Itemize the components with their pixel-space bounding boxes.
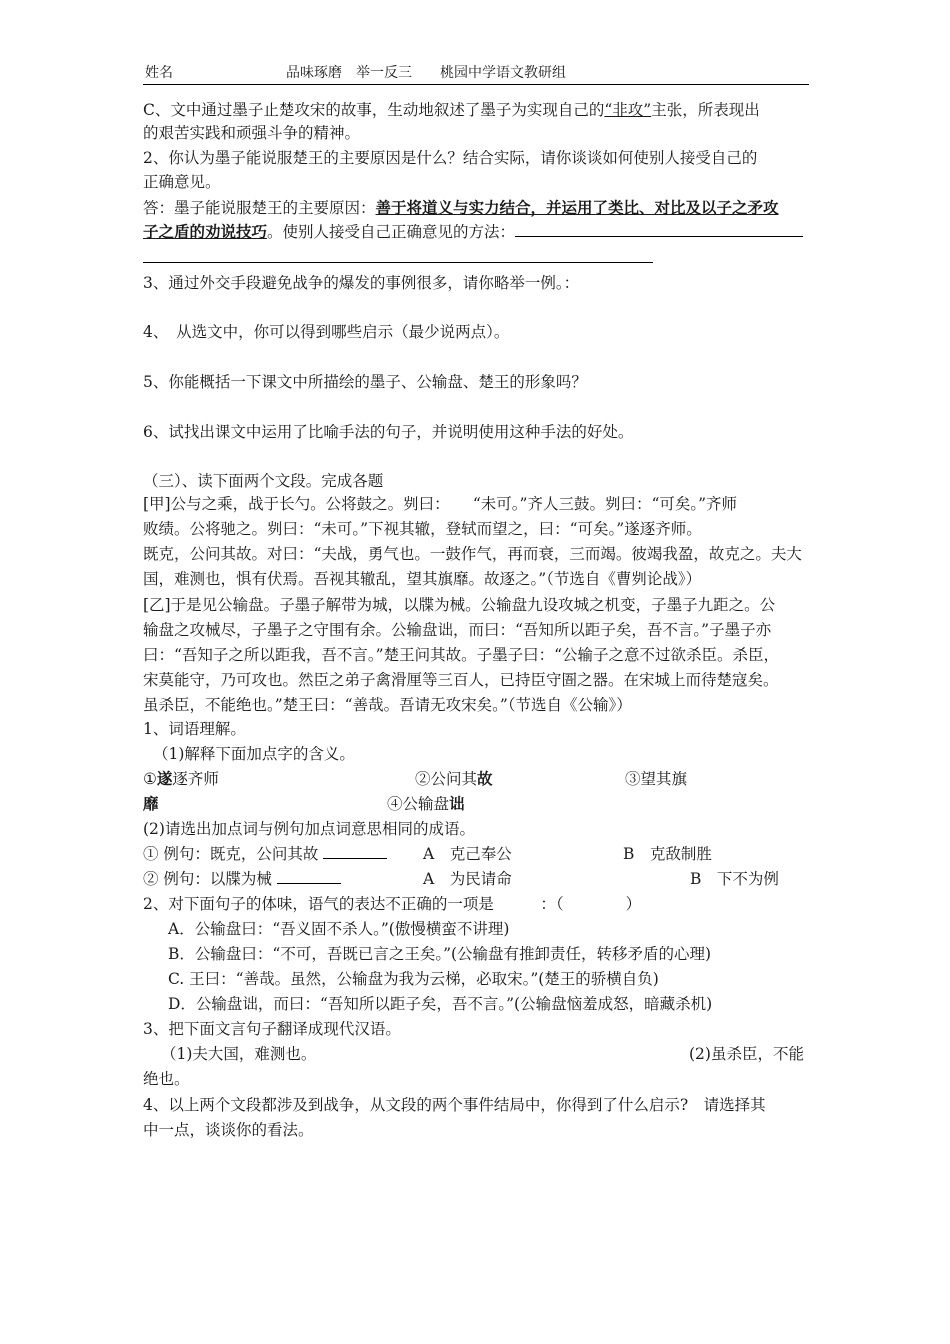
example-1-text: ① 例句：既克，公问其故 xyxy=(143,845,319,863)
q3-translate: 3、把下面文言句子翻译成现代汉语。 xyxy=(143,1020,401,1038)
q2-option-a: A．公输盘曰：“吾义固不杀人。”(傲慢横蛮不讲理) xyxy=(168,920,510,938)
question-5: 5、你能概括一下课文中所描绘的墨子、公输盘、楚王的形象吗？ xyxy=(143,373,587,391)
passage-yi-line: 曰：“吾知子之所以距我，吾不言。”楚王问其故。子墨子曰：“公输子之意不过欲杀臣。杀臣， xyxy=(143,646,780,664)
option-c-text: C、文中通过墨子止楚攻宋的故事，生动地叙述了墨子为实现自己的 xyxy=(143,101,605,119)
passage-yi-line: 虽杀臣，不能绝也。”楚王曰：“善哉。吾请无攻宋矣。”（节选自《公输》） xyxy=(143,696,632,714)
q1-sub1: （1)解释下面加点字的含义。 xyxy=(153,745,355,763)
q1-vocab: 1、词语理解。 xyxy=(143,720,246,738)
q2-option-d: D．公输盘诎，而曰：“吾知所以距子矣，吾不言。”(公输盘恼羞成怒，暗藏杀机) xyxy=(168,995,713,1013)
word-3-dotted: 靡 xyxy=(143,794,159,813)
q3-sentence-1: （1)夫大国，难测也。 xyxy=(161,1045,317,1063)
question-2-line2: 正确意见。 xyxy=(143,173,221,191)
q3-sentence-2-end: 绝也。 xyxy=(143,1070,190,1088)
passage-yi-line: [乙]于是见公输盘。子墨子解带为城，以牒为械。公输盘九设攻城之机变，子墨子九距之。公 xyxy=(143,596,776,614)
question-4: 4、 从选文中，你可以得到哪些启示（最少说两点）。 xyxy=(143,323,510,341)
passage-yi-line: 输盘之攻械尽，子墨子之守围有余。公输盘诎，而曰：“吾知所以距子矣，吾不言。”子墨子亦 xyxy=(143,621,772,639)
word-1-dotted: 遂 xyxy=(156,769,173,788)
passage-jia-line: [甲]公与之乘，战于长勺。公将鼓之。刿曰： “未可。”齐人三鼓。刿曰：“可矣。”齐师 xyxy=(143,495,738,513)
answer-line1 xyxy=(143,198,779,218)
answer-line2 xyxy=(143,222,803,242)
option-c-line1 xyxy=(143,100,760,120)
answer-bold-1: 善于将道义与实力结合，并运用了类比、对比及以子之矛攻 xyxy=(375,198,779,217)
q2-option-c: C. 王曰：“善哉。虽然，公输盘为我为云梯，必取宋。”(楚王的骄横自负) xyxy=(168,970,659,988)
example-1-option-b: B 克敌制胜 xyxy=(623,845,712,863)
word-4-dotted: 诎 xyxy=(449,794,465,813)
answer-bold-2: 子之盾的劝说技巧 xyxy=(143,222,268,241)
answer-blank[interactable] xyxy=(515,222,803,237)
passage-yi-line: 宋莫能守，乃可攻也。然臣之弟子禽滑厘等三百人，已持臣守圄之器。在宋城上而待楚寇矣。 xyxy=(143,671,779,689)
answer-prefix: 答：墨子能说服楚王的主要原因： xyxy=(143,199,376,217)
word-2 xyxy=(415,769,493,789)
option-c-text-end: 主张，所表现出 xyxy=(651,101,760,119)
q1-sub2: (2)请选出加点词与例句加点词意思相同的成语。 xyxy=(143,820,475,838)
example-2-option-b: B 下不为例 xyxy=(690,870,779,888)
example-1-blank[interactable] xyxy=(323,844,387,859)
word-2-text: ②公问其 xyxy=(415,770,478,788)
option-c-underline: “非攻” xyxy=(604,101,652,119)
answer-suffix: 。使别人接受自己正确意见的方法： xyxy=(267,223,516,241)
course-title: 品味琢磨 举一反三 xyxy=(286,65,412,81)
q4-line1: 4、以上两个文段都涉及到战争，从文段的两个事件结局中，你得到了什么启示? 请选择其 xyxy=(143,1096,766,1114)
answer-blank-line2[interactable] xyxy=(143,262,653,263)
word-1-rest: 逐齐师 xyxy=(172,770,219,788)
passage-jia-line: 既克，公问其故。对曰：“夫战，勇气也。一鼓作气，再而衰，三而竭。彼竭我盈，故克之。夫大 xyxy=(143,545,802,563)
q2-tone: 2、对下面句子的体味，语气的表达不正确的一项是 ：（ ） xyxy=(143,895,642,913)
question-6: 6、试找出课文中运用了比喻手法的句子，并说明使用这种手法的好处。 xyxy=(143,423,634,441)
word-1-num: ① xyxy=(143,770,157,788)
question-2-line1: 2、你认为墨子能说服楚王的主要原因是什么？结合实际，请你谈谈如何使别人接受自己的 xyxy=(143,149,758,167)
example-2 xyxy=(143,869,341,889)
passage-jia-line: 国，难测也，惧有伏焉。吾视其辙乱，望其旗靡。故逐之。”（节选自《曹刿论战》） xyxy=(143,570,702,588)
word-4 xyxy=(387,794,465,814)
example-2-option-a: A 为民请命 xyxy=(423,870,512,888)
name-label: 姓名 xyxy=(145,65,173,81)
passage-jia-line: 败绩。公将驰之。刿曰：“未可。”下视其辙，登轼而望之，曰：“可矣。”遂逐齐师。 xyxy=(143,520,702,538)
option-c-line2: 的艰苦实践和顽强斗争的精神。 xyxy=(143,124,361,142)
word-3: ③望其旗 xyxy=(625,770,688,788)
example-2-blank[interactable] xyxy=(277,869,341,884)
example-2-text: ② 例句：以牒为械 xyxy=(143,870,272,888)
q2-option-b: B．公输盘曰：“不可，吾既已言之王矣。”(公输盘有推卸责任，转移矛盾的心理) xyxy=(168,945,712,963)
question-3: 3、通过外交手段避免战争的爆发的事例很多，请你略举一例。： xyxy=(143,274,580,292)
example-1-option-a: A 克己奉公 xyxy=(423,845,512,863)
page-header xyxy=(143,60,809,85)
example-1 xyxy=(143,844,387,864)
document-page xyxy=(143,60,809,1139)
word-2-dotted: 故 xyxy=(477,769,493,788)
q4-line2: 中一点，谈谈你的看法。 xyxy=(143,1121,314,1139)
word-1 xyxy=(143,769,219,789)
word-4-text: ④公输盘 xyxy=(387,795,450,813)
q3-sentence-2: (2)虽杀臣，不能 xyxy=(689,1045,804,1063)
group-name: 桃园中学语文教研组 xyxy=(440,65,566,81)
section-3-title: （三）、读下面两个文段。完成各题 xyxy=(143,472,384,490)
